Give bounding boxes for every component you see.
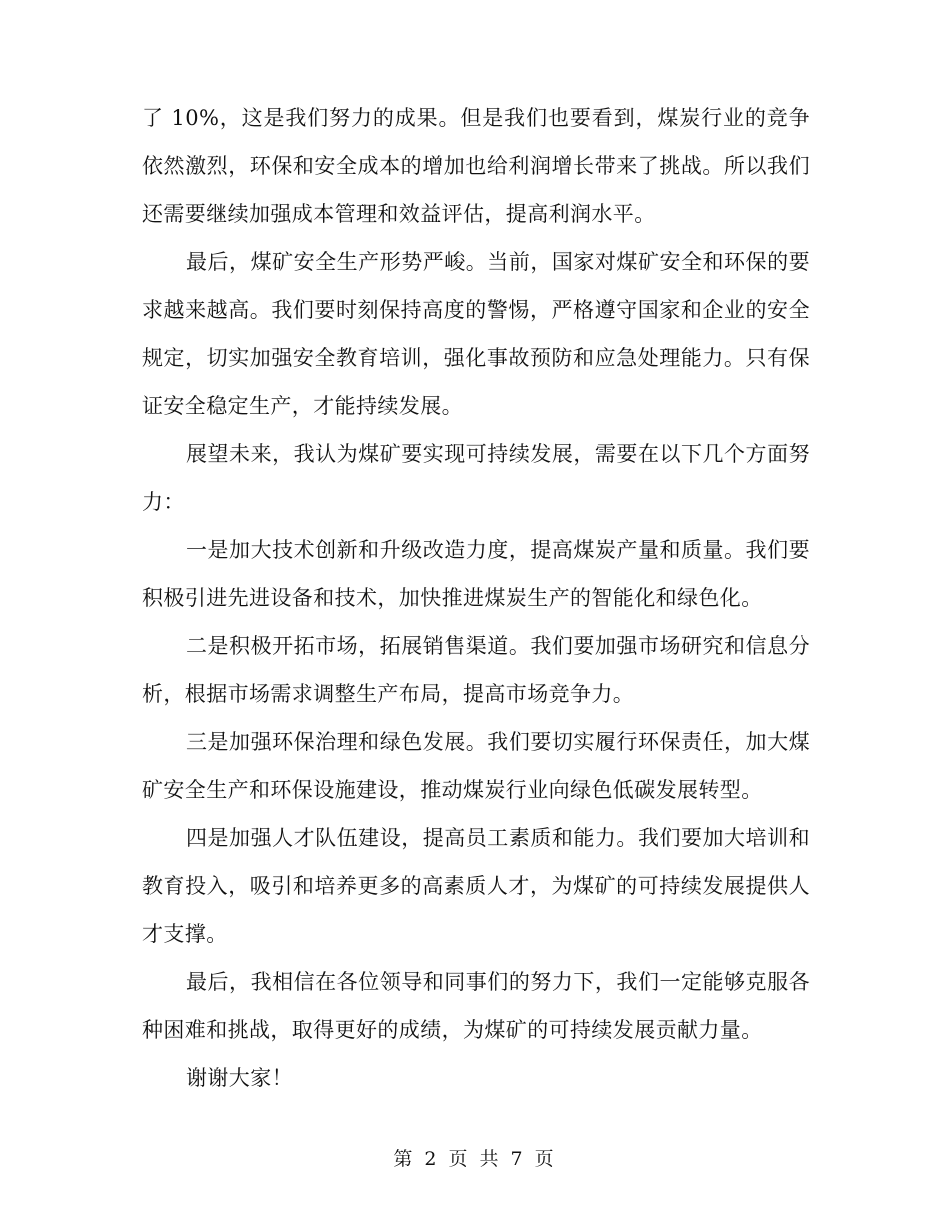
paragraph-5: 二是积极开拓市场，拓展销售渠道。我们要加强市场研究和信息分析，根据市场需求调整生产布局，提高市场竞争力。 xyxy=(142,634,810,706)
paragraph-6: 三是加强环保治理和绿色发展。我们要切实履行环保责任，加大煤矿安全生产和环保设施建设，推动煤炭行业向绿色低碳发展转型。 xyxy=(142,730,810,802)
paragraph-3: 展望未来，我认为煤矿要实现可持续发展，需要在以下几个方面努力： xyxy=(142,442,810,514)
paragraph-4: 一是加大技术创新和升级改造力度，提高煤炭产量和质量。我们要积极引进先进设备和技术，加快推进煤炭生产的智能化和绿色化。 xyxy=(142,538,810,610)
document-body xyxy=(142,94,810,1102)
paragraph-1: 了 10%，这是我们努力的成果。但是我们也要看到，煤炭行业的竞争依然激烈，环保和安全成本的增加也给利润增长带来了挑战。所以我们还需要继续加强成本管理和效益评估，提高利润水平。 xyxy=(142,106,810,226)
paragraph-7: 四是加强人才队伍建设，提高员工素质和能力。我们要加大培训和教育投入，吸引和培养更多的高素质人才，为煤矿的可持续发展提供人才支撑。 xyxy=(142,826,810,946)
paragraph-9: 谢谢大家！ xyxy=(186,1066,293,1090)
paragraph-8: 最后，我相信在各位领导和同事们的努力下，我们一定能够克服各种困难和挑战，取得更好的成绩，为煤矿的可持续发展贡献力量。 xyxy=(142,970,810,1042)
paragraph-2: 最后，煤矿安全生产形势严峻。当前，国家对煤矿安全和环保的要求越来越高。我们要时刻保持高度的警惕，严格遵守国家和企业的安全规定，切实加强安全教育培训，强化事故预防和应急处理能力。只有保证安全稳定生产，才能持续发展。 xyxy=(142,250,810,418)
page-number-footer: 第 2 页 共 7 页 xyxy=(393,1148,557,1170)
